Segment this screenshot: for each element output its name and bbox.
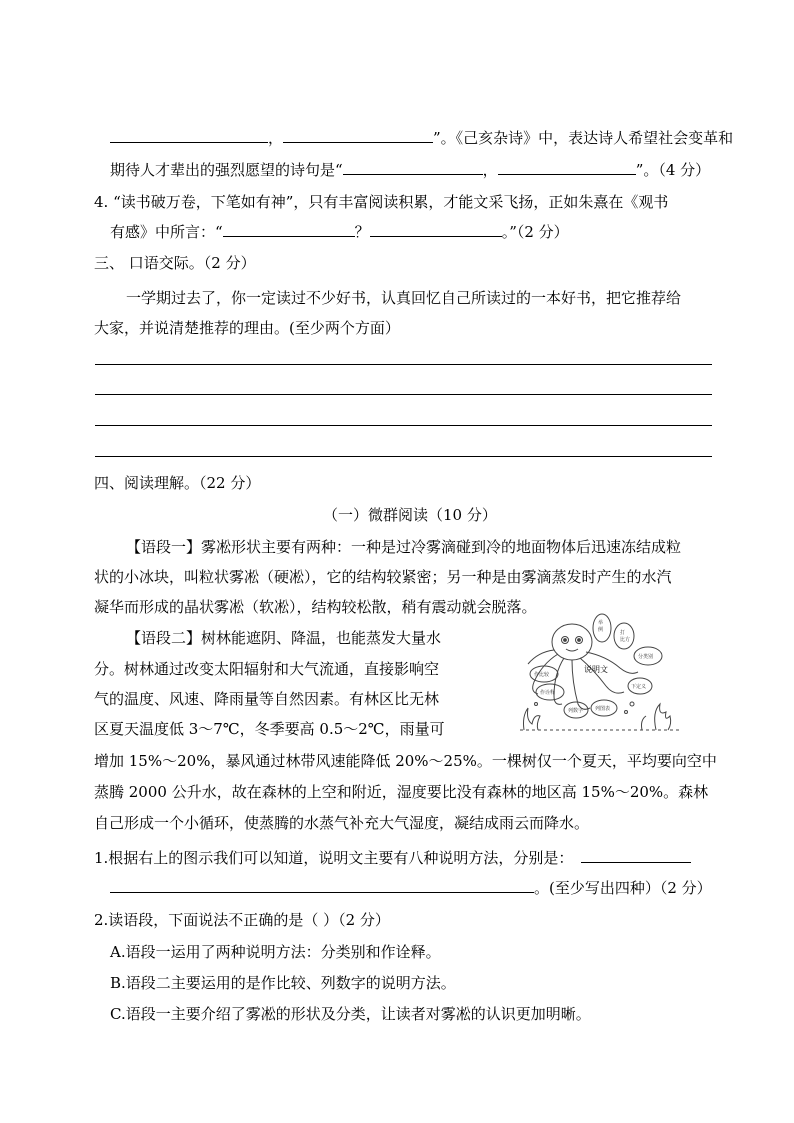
answer-blank[interactable] <box>498 160 636 175</box>
passage2-line: 蒸腾 2000 公升水，故在森林的上空和附近，湿度要比没有森林的地区高 15%～20%。森林 <box>94 783 709 801</box>
section4-subheading: （一）微群阅读（10 分） <box>323 506 497 524</box>
svg-text:比方: 比方 <box>620 637 631 643</box>
answer-line[interactable] <box>95 364 712 365</box>
answer-blank[interactable] <box>110 128 268 143</box>
q4-line1: 4. “读书破万卷，下笔如有神”，只有丰富阅读积累，才能文采飞扬，正如朱熹在《观书 <box>94 193 669 211</box>
answer-blank[interactable] <box>223 222 355 237</box>
q2-option-a[interactable]: A.语段一运用了两种说明方法：分类别和作诠释。 <box>110 943 441 961</box>
answer-blank[interactable] <box>370 222 502 237</box>
passage2-line: 区夏天温度低 3～7℃，冬季要高 0.5～2℃，雨量可 <box>94 720 445 738</box>
q1-line2: 。(至少写出四种）（2 分） <box>110 878 712 898</box>
svg-text:例: 例 <box>598 627 604 633</box>
answer-blank[interactable] <box>283 128 433 143</box>
q3-line1: ， ”。《己亥杂诗》中，表达诗人希望社会变革和 <box>110 128 733 148</box>
passage1-line: 凝华而形成的晶状雾凇（软凇），结构较松散，稍有震动就会脱落。 <box>94 598 537 616</box>
svg-text:打: 打 <box>620 630 626 636</box>
svg-text:作诠释: 作诠释 <box>540 690 556 696</box>
answer-line[interactable] <box>95 425 712 426</box>
answer-blank[interactable] <box>343 160 483 175</box>
passage2-line: 分。树林通过改变太阳辐射和大气流通，直接影响空 <box>94 660 440 678</box>
q1-line1: 1.根据右上的图示我们可以知道，说明文主要有八种说明方法，分别是： <box>94 848 691 868</box>
svg-text:下定义: 下定义 <box>631 684 647 690</box>
passage2-line: 增加 15%～20%，暴风通过林带风速能降低 20%～25%。一棵树仅一个夏天，平均要向空中 <box>94 752 717 770</box>
q2-option-b[interactable]: B.语段二主要运用的是作比较、列数字的说明方法。 <box>110 974 456 992</box>
q2-option-c[interactable]: C.语段一主要介绍了雾凇的形状及分类，让读者对雾凇的认识更加明晰。 <box>110 1005 591 1023</box>
q3-line2: 期待人才辈出的强烈愿望的诗句是“ ， ”。（4 分） <box>110 161 711 179</box>
answer-line[interactable] <box>95 456 712 457</box>
answer-blank[interactable] <box>581 848 691 863</box>
answer-line[interactable] <box>95 394 712 395</box>
q4-line2: 有感》中所言：“ ？ 。”（2 分） <box>110 223 569 241</box>
passage1-line: 【语段一】雾凇形状主要有两种：一种是过冷雾滴碰到冷的地面物体后迅速冻结成粒 <box>126 538 682 556</box>
passage1-line: 状的小冰块，叫粒状雾凇（硬凇），它的结构较紧密；另一种是由雾滴蒸发时产生的水汽 <box>94 568 672 586</box>
section4-heading: 四、阅读理解。（22 分） <box>94 474 261 492</box>
section3-para-line1: 一学期过去了，你一定读过不少好书，认真回忆自己所读过的一本好书，把它推荐给 <box>126 289 682 307</box>
illustration-center-label: 说明文 <box>584 665 608 674</box>
answer-blank[interactable] <box>110 878 534 893</box>
svg-text:列图表: 列图表 <box>595 706 611 712</box>
octopus-illustration-icon <box>520 612 680 732</box>
passage2-line: 自己形成一个小循环，使蒸腾的水蒸气补充大气湿度，凝结成雨云而降水。 <box>94 814 590 832</box>
svg-text:分类别: 分类别 <box>638 654 654 660</box>
section3-para-line2: 大家，并说清楚推荐的理由。(至少两个方面） <box>94 319 400 337</box>
octopus-illustration-icon <box>520 612 680 732</box>
svg-text:举: 举 <box>598 620 604 626</box>
q2-stem: 2.读语段，下面说法不正确的是（ ）（2 分） <box>94 911 390 929</box>
q3-text-tail: ”。《己亥杂诗》中，表达诗人希望社会变革和 <box>433 129 734 147</box>
svg-text:列数字: 列数字 <box>568 708 584 714</box>
passage2-line: 气的温度、风速、降雨量等自然因素。有林区比无林 <box>94 690 440 708</box>
passage2-line: 【语段二】树林能遮阴、降温，也能蒸发大量水 <box>126 629 442 647</box>
svg-text:作比较: 作比较 <box>534 672 550 678</box>
section3-heading: 三、 口语交际。（2 分） <box>94 254 256 272</box>
